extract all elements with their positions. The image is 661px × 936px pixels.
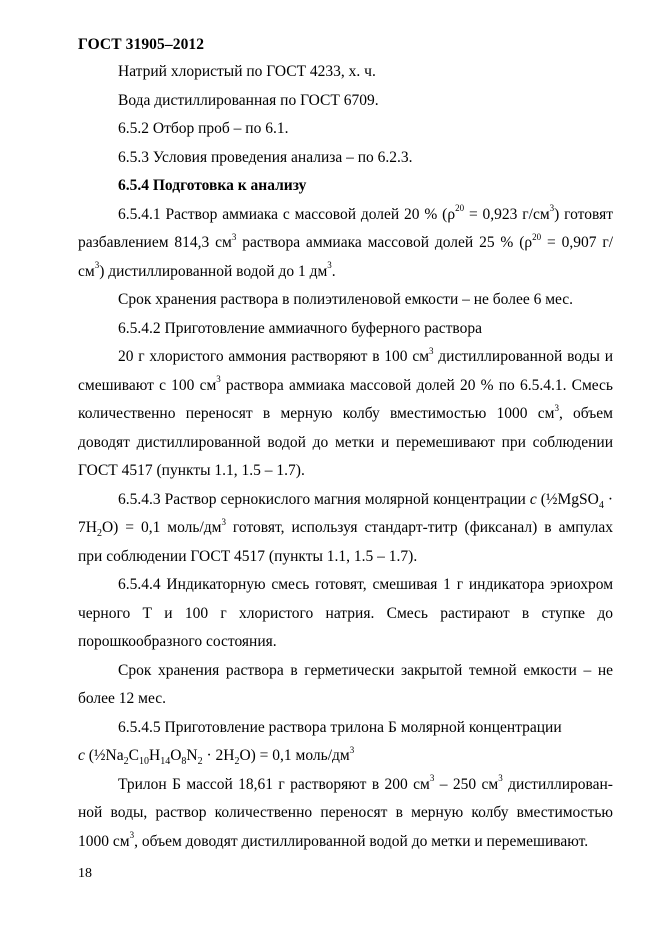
superscript: 3	[429, 345, 434, 356]
superscript: 3	[554, 402, 559, 413]
superscript: 3	[429, 773, 435, 784]
superscript: 3	[327, 260, 332, 271]
paragraph-distilled-water: Вода дистиллированная по ГОСТ 6709.	[118, 91, 379, 109]
superscript: 3	[498, 773, 503, 784]
paragraph-buffer-procedure	[78, 343, 613, 486]
text-run: (½MgSO	[536, 490, 599, 508]
paragraph-conditions: 6.5.3 Условия проведения анализа – по 6.2.3.	[118, 148, 413, 166]
subscript: 14	[160, 756, 171, 768]
text-run: Трилон Б массой 18,61 г растворяют в 200 см	[118, 775, 430, 793]
section-heading-preparation: 6.5.4 Подготовка к анализу	[118, 177, 307, 194]
text-run: N	[186, 747, 198, 764]
text-run: · 2H	[202, 747, 235, 764]
superscript: 3	[549, 203, 555, 214]
text-run: O) = 0,1 моль/дм	[101, 519, 222, 536]
subscript: 8	[181, 756, 187, 768]
italic-symbol: c	[529, 490, 537, 508]
text-run: = 0,907 г/см	[78, 234, 614, 280]
text-run: , объем доводят дистиллированной водой до метки и перемешивают при соблюдении ГОСТ 4517 (пункты 1.1, 1.5 – 1.7).	[78, 405, 613, 479]
italic-symbol: c	[78, 747, 85, 764]
superscript: 3	[129, 830, 135, 841]
subscript: 10	[138, 756, 149, 768]
text-run: дистиллирован-ной воды, раствор количественно переносят в мерную колбу вместимостью 1000 см	[78, 775, 613, 850]
text-run: · 7H	[78, 490, 613, 536]
subscript: 2	[96, 528, 102, 540]
text-run: .	[331, 262, 336, 280]
paragraph-trilon-heading	[78, 714, 613, 771]
text-run: C	[128, 747, 139, 764]
text-run: O	[170, 747, 182, 764]
subscript: 2	[234, 756, 240, 768]
text-run: 6.5.4.5 Приготовление раствора трилона Б молярной концентрации	[118, 718, 562, 736]
superscript: 3	[221, 516, 226, 527]
superscript: 3	[349, 744, 355, 755]
paragraph-sodium-chloride: Натрий хлористый по ГОСТ 4233, х. ч.	[118, 63, 376, 80]
paragraph-sampling: 6.5.2 Отбор проб – по 6.1.	[118, 120, 289, 137]
subscript: 2	[123, 756, 129, 768]
text-run: раствора аммиака массовой долей 25 % (ρ	[236, 234, 533, 251]
page-number: 18	[78, 866, 92, 881]
paragraph-ammonia-solution	[78, 201, 613, 287]
paragraph-indicator-mixture: 6.5.4.4 Индикаторную смесь готовят, смешивая 1 г индикатора эриохром черного Т и 100 г хлористого натрия. Смесь растирают в ступке до порошкообразного состояния.	[78, 576, 613, 650]
text-run: , объем доводят дистиллированной водой до метки и перемешивают.	[134, 832, 589, 850]
paragraph-magnesium-sulfate	[78, 486, 613, 572]
text-run: (½Na	[84, 747, 124, 764]
text-run: готовят, используя стандарт-титр (фиксанал) в ампулах при соблюдении ГОСТ 4517 (пункты 1.1, 1.5 – 1.7).	[78, 519, 613, 565]
superscript: 20	[455, 203, 465, 214]
text-run: H	[148, 747, 161, 764]
text-run: дистиллированной воды и смешивают с 100 см	[78, 348, 613, 394]
superscript: 3	[231, 231, 237, 242]
text-run: ) готовят разбавлением 814,3 см	[78, 205, 614, 251]
superscript: 20	[532, 231, 542, 242]
text-run: = 0,923 г/см	[464, 205, 550, 223]
superscript: 3	[94, 260, 100, 271]
paragraph-storage-polyethylene: Срок хранения раствора в полиэтиленовой емкости – не более 6 мес.	[118, 291, 574, 308]
document-header: ГОСТ 31905–2012	[78, 36, 205, 53]
text-run: 6.5.4.1 Раствор аммиака с массовой долей 20 % (ρ	[118, 205, 456, 223]
text-run: раствора аммиака массовой долей 20 % по 6.5.4.1. Смесь количественно переносят в мерную колбу вместимостью 1000 см	[78, 376, 613, 422]
document-body	[78, 58, 613, 856]
text-run: O) = 0,1 моль/дм	[239, 747, 350, 764]
paragraph-trilon-procedure	[78, 771, 613, 857]
text-run: ) дистиллированной водой до 1 дм	[99, 262, 328, 280]
text-run: – 250 см	[434, 775, 499, 793]
subscript: 4	[598, 499, 604, 511]
superscript: 3	[216, 374, 221, 385]
paragraph-storage-sealed: Срок хранения раствора в герметически закрытой темной емкости – не более 12 мес.	[78, 661, 613, 707]
paragraph-buffer-heading: 6.5.4.2 Приготовление аммиачного буферного раствора	[118, 319, 482, 337]
text-run: 20 г хлористого аммония растворяют в 100 см	[118, 348, 430, 365]
text-run: 6.5.4.3 Раствор сернокислого магния молярной концентрации	[118, 490, 530, 508]
subscript: 2	[197, 756, 203, 768]
